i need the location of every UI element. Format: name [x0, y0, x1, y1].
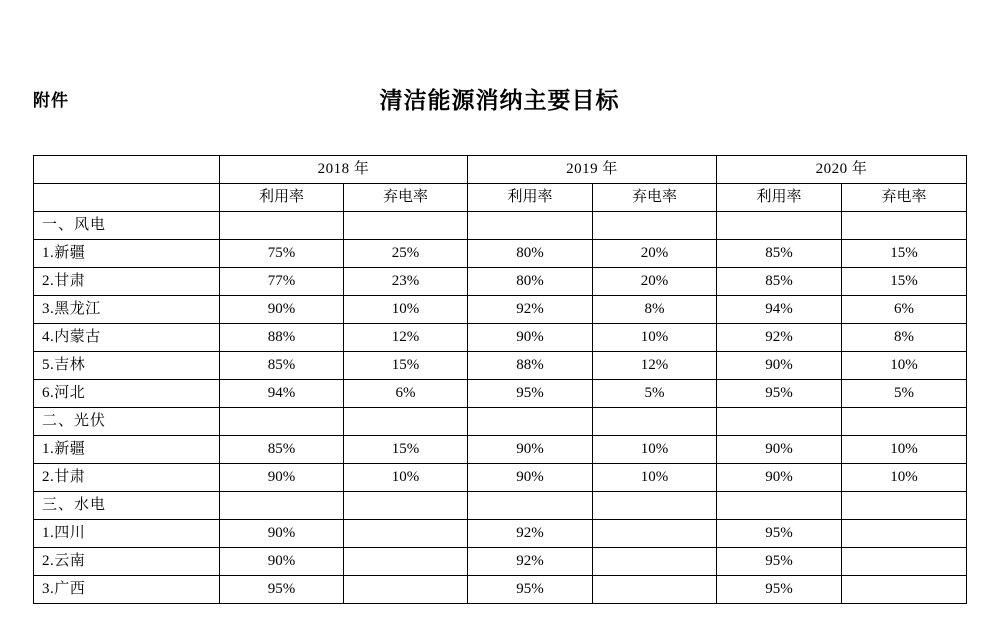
metric-header-2020-curtailment: 弃电率: [842, 184, 967, 212]
row-item-label: 1.四川: [34, 520, 220, 548]
table-cell: [717, 492, 842, 520]
table-cell: [468, 492, 593, 520]
table-body: [34, 212, 967, 604]
table-cell: [717, 212, 842, 240]
table-cell: [220, 212, 344, 240]
page-title: 清洁能源消纳主要目标: [379, 88, 620, 113]
table-cell: [220, 408, 344, 436]
table-cell: 92%: [468, 296, 593, 324]
table-cell: [593, 548, 717, 576]
table-cell: [842, 520, 967, 548]
table-cell: 92%: [717, 324, 842, 352]
table-cell: 15%: [842, 268, 967, 296]
table-cell: 92%: [468, 520, 593, 548]
table-cell: [344, 492, 468, 520]
table-cell: 10%: [842, 436, 967, 464]
table-cell: [717, 408, 842, 436]
table-cell: [593, 212, 717, 240]
table-cell: 10%: [593, 464, 717, 492]
table-cell: 95%: [717, 520, 842, 548]
table-cell: 8%: [842, 324, 967, 352]
table-cell: 95%: [468, 576, 593, 604]
table-cell: 80%: [468, 240, 593, 268]
table-cell: [220, 492, 344, 520]
row-item-label: 5.吉林: [34, 352, 220, 380]
table-cell: [842, 548, 967, 576]
table-cell: 10%: [593, 436, 717, 464]
table-cell: [344, 408, 468, 436]
table-cell: 95%: [717, 576, 842, 604]
table-row: [34, 492, 967, 520]
table-cell: [593, 492, 717, 520]
table-cell: 20%: [593, 268, 717, 296]
table-cell: 85%: [717, 268, 842, 296]
row-item-label: 2.甘肃: [34, 464, 220, 492]
table-row: [34, 380, 967, 408]
row-item-label: 3.广西: [34, 576, 220, 604]
table-row: [34, 464, 967, 492]
table-cell: 94%: [220, 380, 344, 408]
table-cell: 92%: [468, 548, 593, 576]
row-item-label: 1.新疆: [34, 240, 220, 268]
row-section-label: 二、光伏: [34, 408, 220, 436]
table-row: [34, 296, 967, 324]
table-cell: [344, 212, 468, 240]
table-cell: [593, 576, 717, 604]
metric-header-2018-curtailment: 弃电率: [344, 184, 468, 212]
row-section-label: 一、风电: [34, 212, 220, 240]
table-cell: 95%: [468, 380, 593, 408]
table-cell: 12%: [344, 324, 468, 352]
table-corner-cell: [34, 156, 220, 184]
table-row: [34, 408, 967, 436]
table-row: [34, 268, 967, 296]
row-item-label: 2.甘肃: [34, 268, 220, 296]
table-cell: 12%: [593, 352, 717, 380]
table-row: [34, 520, 967, 548]
table-header-row-metrics: [34, 184, 967, 212]
table-cell: 6%: [842, 296, 967, 324]
table-cell: [344, 520, 468, 548]
metric-header-2018-utilization: 利用率: [220, 184, 344, 212]
table-cell: 90%: [468, 436, 593, 464]
table-cell: [468, 408, 593, 436]
table-cell: 10%: [344, 296, 468, 324]
table-cell: 95%: [717, 548, 842, 576]
table-cell: [842, 212, 967, 240]
metric-header-2019-curtailment: 弃电率: [593, 184, 717, 212]
table-cell: 85%: [717, 240, 842, 268]
table-cell: 88%: [468, 352, 593, 380]
table-corner-cell-lower: [34, 184, 220, 212]
table-cell: [842, 408, 967, 436]
table-cell: 75%: [220, 240, 344, 268]
row-item-label: 6.河北: [34, 380, 220, 408]
table-cell: [593, 408, 717, 436]
table-cell: 90%: [220, 464, 344, 492]
table-cell: 90%: [220, 296, 344, 324]
table-row: [34, 240, 967, 268]
row-item-label: 1.新疆: [34, 436, 220, 464]
table-cell: 85%: [220, 352, 344, 380]
table-cell: [593, 520, 717, 548]
row-item-label: 3.黑龙江: [34, 296, 220, 324]
year-header-2020: 2020 年: [717, 156, 967, 184]
table-row: [34, 352, 967, 380]
table-header-row-years: [34, 156, 967, 184]
table-cell: 95%: [717, 380, 842, 408]
table-row: [34, 212, 967, 240]
table-cell: 90%: [468, 324, 593, 352]
table-header: [34, 156, 967, 212]
year-header-2018: 2018 年: [220, 156, 468, 184]
table-cell: 80%: [468, 268, 593, 296]
table-cell: 25%: [344, 240, 468, 268]
table-cell: [842, 576, 967, 604]
table-cell: [842, 492, 967, 520]
table-cell: [344, 548, 468, 576]
table-cell: 6%: [344, 380, 468, 408]
metric-header-2020-utilization: 利用率: [717, 184, 842, 212]
row-section-label: 三、水电: [34, 492, 220, 520]
table-cell: 90%: [468, 464, 593, 492]
row-item-label: 4.内蒙古: [34, 324, 220, 352]
table-cell: 90%: [717, 352, 842, 380]
table-cell: 88%: [220, 324, 344, 352]
year-header-2019: 2019 年: [468, 156, 717, 184]
table-cell: 15%: [344, 352, 468, 380]
table-cell: 5%: [842, 380, 967, 408]
table-row: [34, 324, 967, 352]
clean-energy-goals-table: [33, 155, 967, 604]
attachment-label: 附件: [33, 91, 69, 110]
table-cell: 94%: [717, 296, 842, 324]
table-cell: 23%: [344, 268, 468, 296]
row-item-label: 2.云南: [34, 548, 220, 576]
table-row: [34, 436, 967, 464]
table-cell: 95%: [220, 576, 344, 604]
table-cell: 90%: [220, 520, 344, 548]
metric-header-2019-utilization: 利用率: [468, 184, 593, 212]
table-cell: 10%: [842, 464, 967, 492]
table-cell: 85%: [220, 436, 344, 464]
table-row: [34, 548, 967, 576]
table-cell: 77%: [220, 268, 344, 296]
table-cell: 15%: [344, 436, 468, 464]
table-cell: [468, 212, 593, 240]
table-row: [34, 576, 967, 604]
table-cell: [344, 576, 468, 604]
table-cell: 90%: [220, 548, 344, 576]
table-cell: 90%: [717, 464, 842, 492]
table-cell: 10%: [344, 464, 468, 492]
table-cell: 20%: [593, 240, 717, 268]
table-cell: 15%: [842, 240, 967, 268]
table-cell: 10%: [593, 324, 717, 352]
table-cell: 90%: [717, 436, 842, 464]
table-cell: 8%: [593, 296, 717, 324]
table-cell: 5%: [593, 380, 717, 408]
goals-table-container: [33, 155, 966, 604]
table-cell: 10%: [842, 352, 967, 380]
